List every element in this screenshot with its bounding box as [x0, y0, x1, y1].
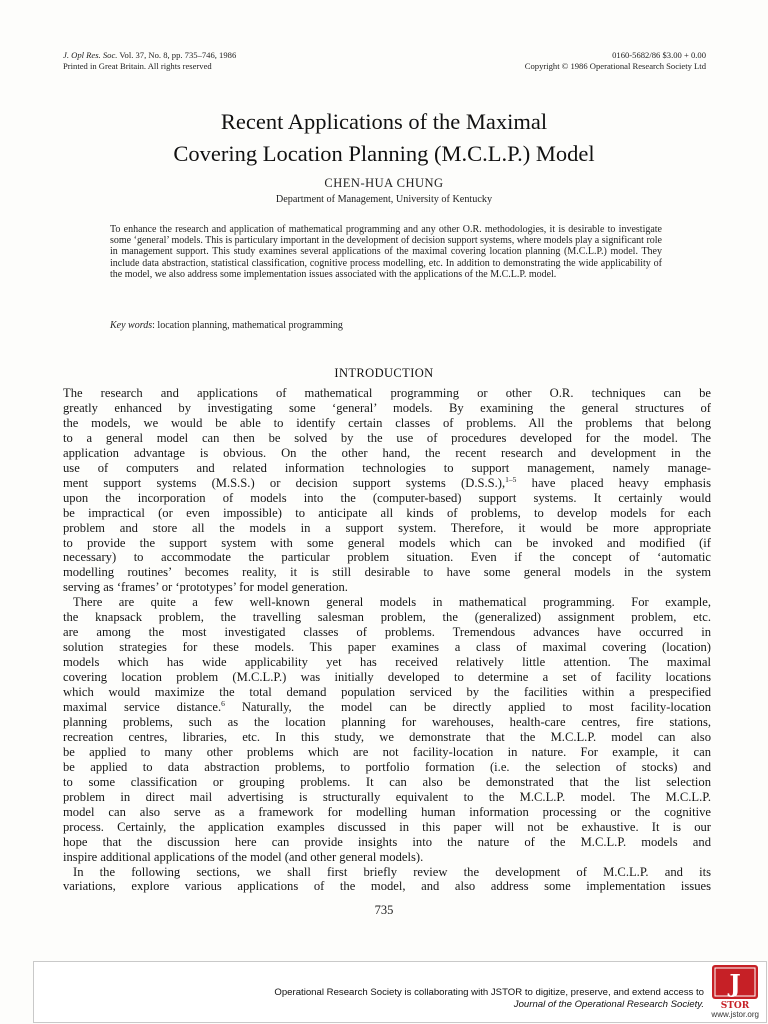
citation-ref[interactable]: 1–5	[505, 474, 517, 484]
body-text	[63, 386, 711, 894]
citation: Vol. 37, No. 8, pp. 735–746, 1986	[119, 50, 237, 60]
footer-line-1: Operational Research Society is collaborating with JSTOR to digitize, preserve, and extend access to	[274, 987, 704, 998]
text-line: serving as ‘frames’ or ‘prototypes’ for model generation.	[63, 580, 348, 595]
text-line: process. Certainly, the application examples discussed in this paper will not be exhaustive. It is our	[63, 819, 711, 834]
paragraph-2	[63, 595, 711, 864]
journal-citation	[63, 50, 236, 61]
text-line: use of computers and related information technologies to support management, namely manage-	[63, 460, 711, 475]
text-line: maximal service distance.$^6$ Naturally, the model can be directly applied to most facility-location	[63, 699, 711, 715]
paragraph-3	[63, 865, 711, 895]
abstract: To enhance the research and application of mathematical programming and any other O.R. methodologies, it is desirable to investigate some ‘general’ models. This is particulary important in the development of decision support systems, where models play a significant role in management support. This study examines several applications of the maximal covering location planning (M.C.L.P.) model. They include data abstraction, statistical classification, cognitive process modelling, etc. In addition to demonstrating the wide applicability of the model, we also address some implementation issues associated with the applications of the M.C.L.P. model.	[110, 224, 662, 280]
svg-text:J: J	[729, 969, 741, 998]
citation-ref[interactable]: 6	[221, 699, 225, 709]
title-line-2: Covering Location Planning (M.C.L.P.) Model	[173, 141, 595, 166]
text-line: necessary) to accommodate the particular problem situation. Even if the concept of ‘automatic	[63, 550, 711, 565]
text-line: are among the most investigated classes of problems. Tremendous advances have occurred in	[63, 625, 711, 640]
paper-title	[0, 106, 768, 170]
text-line: application advantage is obvious. On the other hand, the recent research and development in the	[63, 445, 711, 460]
jstor-logo-icon[interactable]	[712, 965, 758, 1009]
text-line: There are quite a few well-known general models in mathematical programming. For example,	[73, 595, 711, 610]
text-line: be applied to many other problems which are not facility-location in nature. For example, it can	[63, 744, 711, 759]
author-affiliation: Department of Management, University of Kentucky	[275, 194, 493, 205]
svg-text:STOR: STOR	[720, 1001, 750, 1009]
text-line: In the following sections, we shall first briefly review the development of M.C.L.P. and its	[73, 864, 711, 879]
jstor-footer	[33, 961, 767, 1023]
text-line: which would maximize the total demand population serviced by the facilities within a prespecified	[63, 685, 711, 700]
keywords-label: Key words	[110, 320, 153, 331]
copyright-notice: Copyright © 1986 Operational Research Society Ltd	[524, 61, 706, 71]
text-line: variations, explore various applications of the model, and also address some implementation issues	[63, 879, 711, 894]
section-heading-introduction: INTRODUCTION	[334, 366, 434, 380]
text-line: problem in direct mail advertising is structurally equivalent to the M.C.L.P. model. The M.C.L.P.	[63, 789, 711, 804]
text-line: models which has wide applicability yet has received relatively little attention. The maximal	[63, 655, 711, 670]
text-line: the models, we would be able to identify certain classes of problems. All the problems that belong	[63, 415, 711, 430]
text-line: model can also serve as a framework for modelling human information processing or the cognitive	[63, 804, 711, 819]
printed-notice: Printed in Great Britain. All rights reserved	[63, 61, 212, 71]
title-line-1: Recent Applications of the Maximal	[220, 109, 548, 134]
footer-text	[274, 987, 704, 1011]
text-line: The research and applications of mathematical programming or other O.R. techniques can be	[63, 386, 711, 400]
text-line: recreation centres, libraries, etc. In this study, we demonstrate that the M.C.L.P. model can also	[63, 729, 711, 744]
text-line: upon the incorporation of models into the (computer-based) support systems. It certainly would	[63, 490, 711, 505]
journal-abbrev: J. Opl Res. Soc.	[63, 50, 118, 60]
text-line: to some classification or grouping problems. It can also be demonstrated that the list selection	[63, 774, 711, 789]
jstor-url[interactable]: www.jstor.org	[711, 1010, 759, 1019]
text-line: modelling routines’ becomes reality, it is still desirable to have some general models in the system	[63, 565, 711, 580]
text-line: to provide the support system with some general models which can be invoked and modified (if	[63, 535, 711, 550]
keywords	[110, 320, 662, 331]
text-line: problem and store all the models in a support system. Therefore, it would be more appropriate	[63, 520, 711, 535]
keywords-list: : location planning, mathematical programming	[152, 320, 343, 331]
text-line: hope that the discussion here can provide insights into the nature of the M.C.L.P. models and	[63, 834, 711, 849]
text-line: inspire additional applications of the model (and other general models).	[63, 849, 424, 864]
author-name: CHEN-HUA CHUNG	[324, 176, 444, 190]
page-number: 735	[374, 903, 394, 917]
text-line: solution strategies for these models. This paper examines a class of maximal covering (location)	[63, 640, 711, 655]
text-line: ment support systems (M.S.S.) or decision support systems (D.S.S.),$^{1-5}$ have placed heavy emphasis	[63, 474, 711, 490]
text-line: to a general model can then be solved by the use of procedures developed for the model. The	[63, 430, 711, 445]
footer-journal-link[interactable]: Journal of the Operational Research Society.	[513, 999, 704, 1010]
running-header-right	[525, 50, 706, 72]
paragraph-1	[63, 386, 711, 595]
issn-price: 0160-5682/86 $3.00 + 0.00	[612, 50, 706, 60]
text-line: be impractical (or even impossible) to anticipate all kinds of problems, to develop models for each	[63, 505, 711, 520]
text-line: planning problems, such as the location planning for warehouses, health-care centres, fire stations,	[63, 714, 711, 729]
text-line: the knapsack problem, the travelling salesman problem, the (generalized) assignment problem, etc.	[63, 610, 711, 625]
text-line: covering location problem (M.C.L.P.) was initially developed to determine a set of facility locations	[63, 670, 711, 685]
text-line: be applied to data abstraction problems, to portfolio formation (i.e. the selection of stocks) and	[63, 759, 711, 774]
running-header-left	[63, 50, 236, 72]
text-line: greatly enhanced by investigating some ‘general’ models. By examining the general structures of	[63, 400, 711, 415]
